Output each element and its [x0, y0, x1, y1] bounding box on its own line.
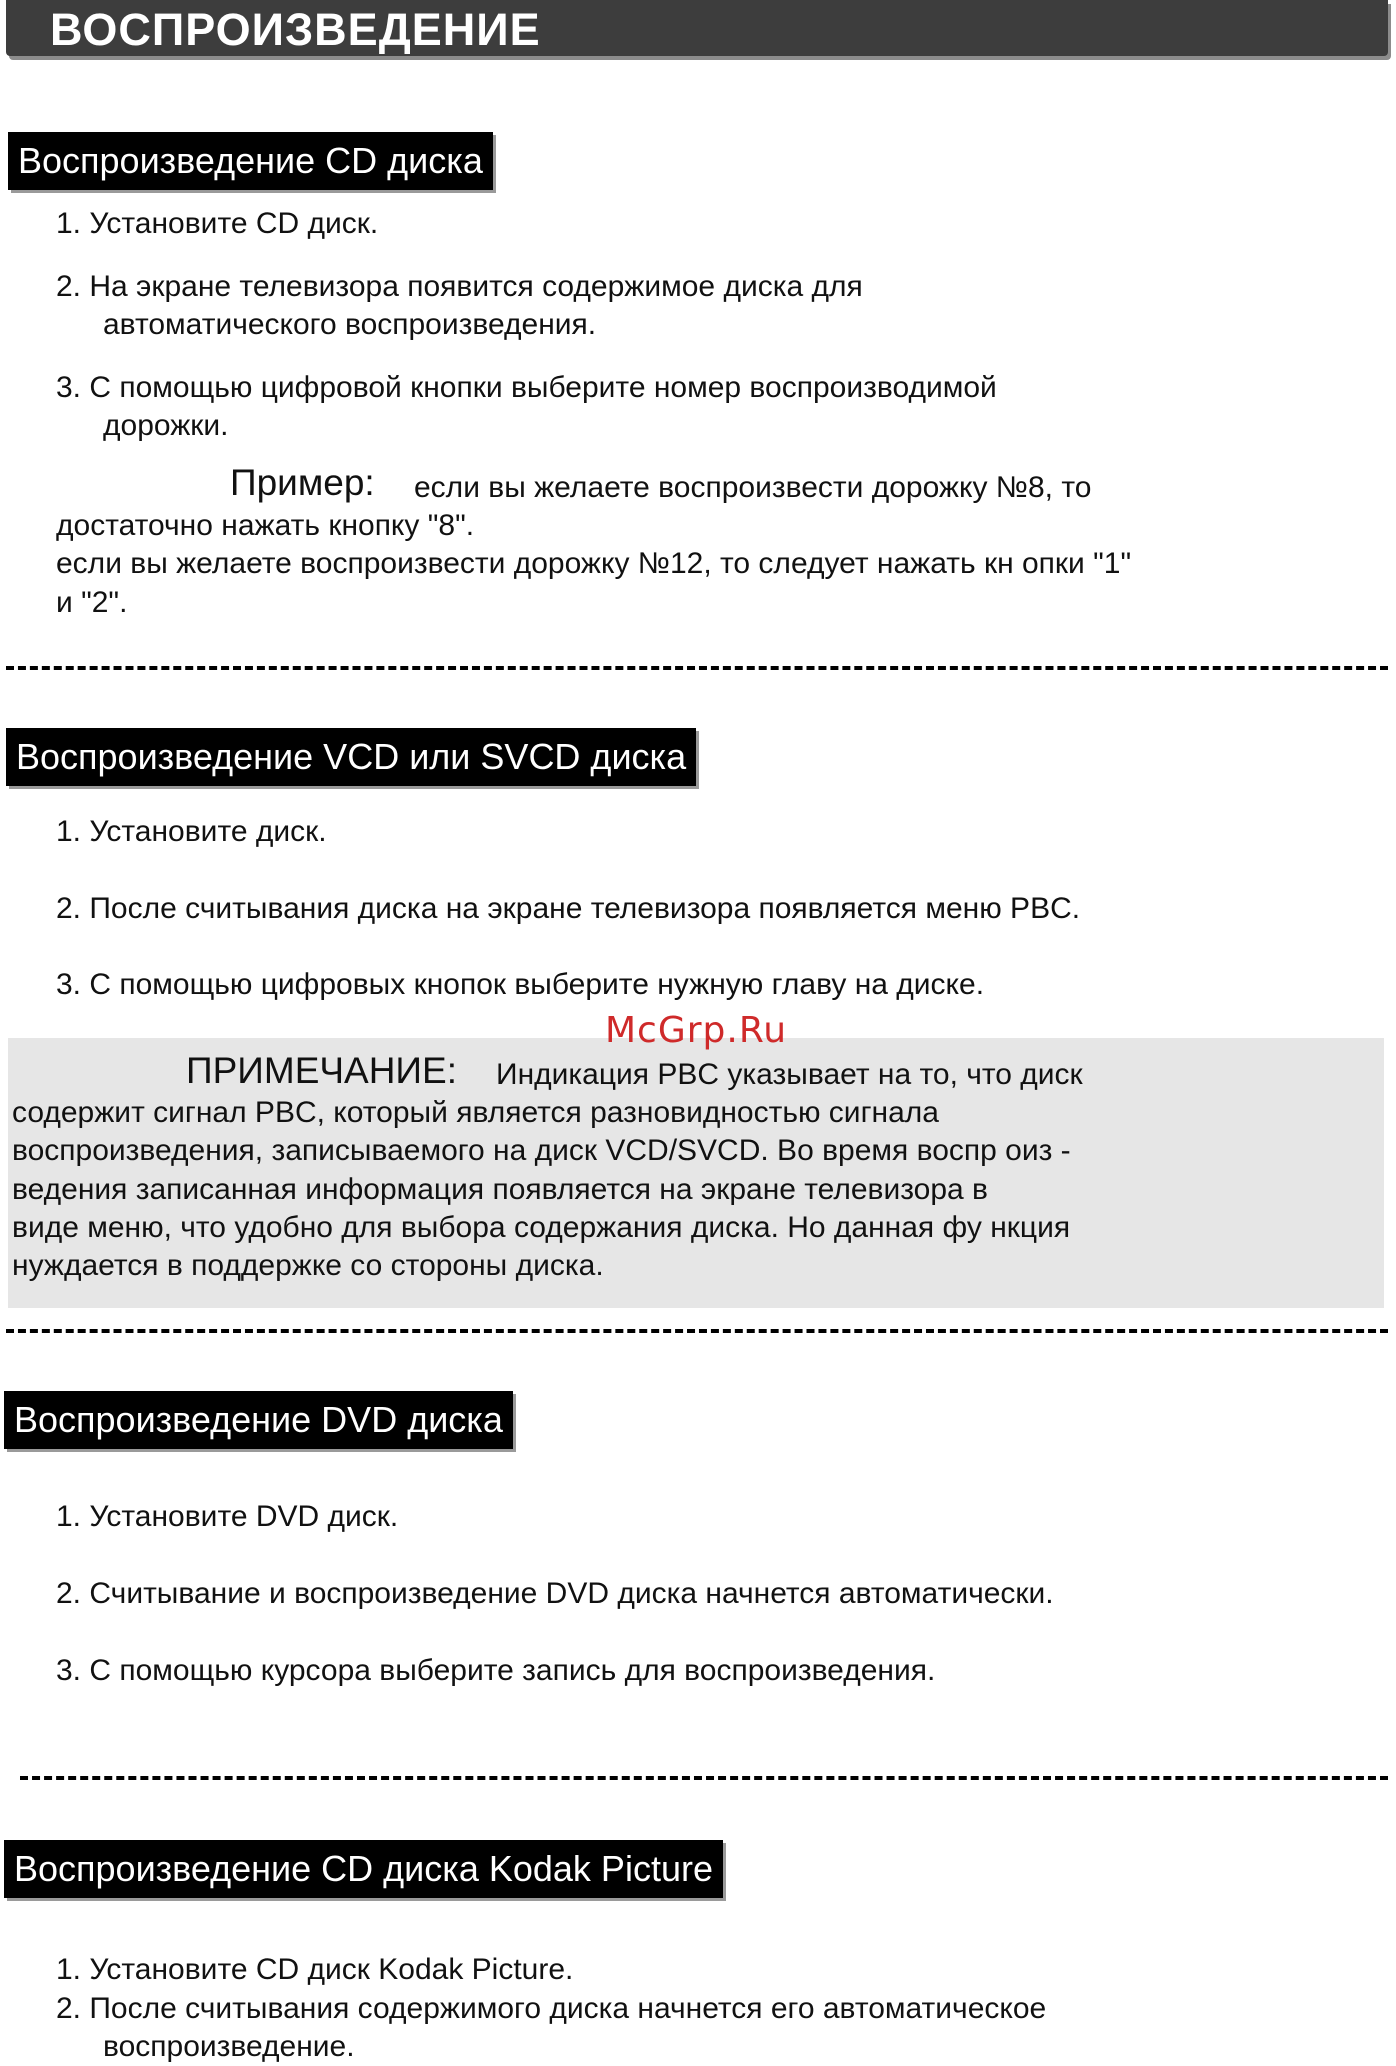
kodak-step-2 [56, 1990, 1046, 2066]
cd-step-2-line1: 2. На экране телевизора появится содержимое диска для [56, 270, 863, 303]
vcd-step-1: 1. Установите диск. [56, 815, 327, 848]
note-line-1: Индикация PBC указывает на то, что диск [496, 1058, 1083, 1091]
section-heading-vcd: Воспроизведение VCD или SVCD диска [6, 728, 696, 786]
section-heading-cd: Воспроизведение CD диска [8, 132, 493, 190]
cd-step-2-line2: автоматического воспроизведения. [103, 308, 597, 341]
cd-example-line3: если вы желаете воспроизвести дорожку №12, то следует нажать кн опки "1" [56, 547, 1132, 580]
watermark: McGrp.Ru [605, 1010, 788, 1051]
cd-example-label: Пример: [230, 462, 375, 503]
cd-step-3 [56, 369, 997, 445]
note-line-2: содержит сигнал PBC, который является разновидностью сигнала [12, 1096, 939, 1129]
dvd-step-1: 1. Установите DVD диск. [56, 1500, 399, 1533]
kodak-step-1: 1. Установите CD диск Kodak Picture. [56, 1953, 574, 1986]
vcd-step-2: 2. После считывания диска на экране телевизора появляется меню PBC. [56, 892, 1081, 925]
dvd-step-3: 3. С помощью курсора выберите запись для воспроизведения. [56, 1654, 936, 1687]
note-line-3: воспроизведения, записываемого на диск VCD/SVCD. Во время воспр оиз - [12, 1134, 1071, 1167]
cd-step-1: 1. Установите CD диск. [56, 207, 379, 240]
section-divider [6, 1329, 1388, 1333]
cd-step-3-line1: 3. С помощью цифровой кнопки выберите номер воспроизводимой [56, 371, 997, 404]
page-title: ВОСПРОИЗВЕДЕНИЕ [50, 4, 541, 55]
cd-example-line4: и "2". [56, 586, 128, 619]
kodak-step-2-line1: 2. После считывания содержимого диска начнется его автоматическое [56, 1992, 1047, 2025]
note-line-4: ведения записанная информация появляется на экране телевизора в [12, 1173, 988, 1206]
vcd-step-3: 3. С помощью цифровых кнопок выберите нужную главу на диске. [56, 968, 985, 1001]
cd-example-line2: достаточно нажать кнопку "8". [56, 509, 475, 542]
cd-step-2 [56, 268, 863, 344]
section-heading-kodak: Воспроизведение CD диска Kodak Picture [4, 1840, 723, 1898]
cd-step-3-line2: дорожки. [103, 409, 229, 442]
note-label: ПРИМЕЧАНИЕ: [186, 1050, 457, 1091]
note-line-5: виде меню, что удобно для выбора содержания диска. Но данная фу нкция [12, 1211, 1071, 1244]
dvd-step-2: 2. Считывание и воспроизведение DVD диска начнется автоматически. [56, 1577, 1054, 1610]
note-line-6: нуждается в поддержке со стороны диска. [12, 1249, 604, 1282]
section-divider [6, 666, 1388, 670]
cd-example-line1: если вы желаете воспроизвести дорожку №8, то [414, 471, 1092, 504]
kodak-step-2-line2: воспроизведение. [103, 2030, 355, 2063]
section-heading-dvd: Воспроизведение DVD диска [4, 1391, 513, 1449]
section-divider [20, 1776, 1388, 1780]
